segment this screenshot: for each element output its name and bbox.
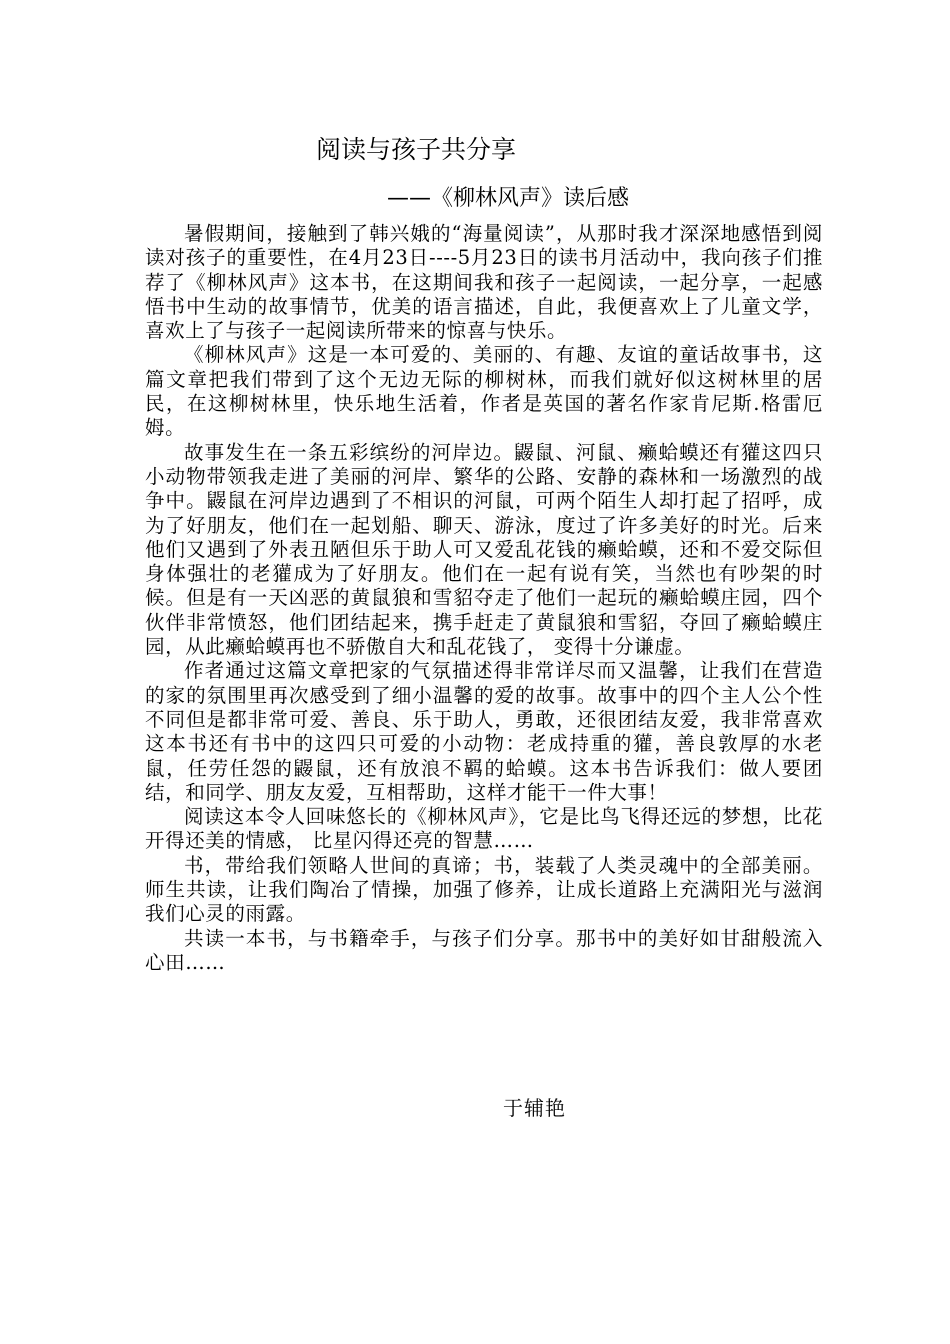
paragraph-2: 《柳林风声》这是一本可爱的、美丽的、有趣、友谊的童话故事书，这篇文章把我们带到了这个无边无际的柳树林，而我们就好似这树林里的居民，在这柳树林里，快乐地生活着，作者是英国的著名作家肯尼斯.格雷厄姆。 [145,343,823,440]
document-body [145,222,823,975]
paragraph-7: 共读一本书，与书籍牵手，与孩子们分享。那书中的美好如甘甜般流入心田…… [145,926,823,974]
paragraph-5: 阅读这本令人回味悠长的《柳林风声》，它是比鸟飞得还远的梦想，比花开得还美的情感， 比星闪得还亮的智慧…… [145,805,823,853]
document-title: 阅读与孩子共分享 [316,135,517,164]
paragraph-3: 故事发生在一条五彩缤纷的河岸边。鼹鼠、河鼠、癞蛤蟆还有獾这四只小动物带领我走进了美丽的河岸、繁华的公路、安静的森林和一场激烈的战争中。鼹鼠在河岸边遇到了不相识的河鼠，可两个陌生人却打起了招呼，成为了好朋友，他们在一起划船、聊天、游泳，度过了许多美好的时光。后来他们又遇到了外表丑陋但乐于助人可又爱乱花钱的癞蛤蟆，还和不爱交际但身体强壮的老獾成为了好朋友。他们在一起有说有笑，当然也有吵架的时候。但是有一天凶恶的黄鼠狼和雪貂夺走了他们一起玩的癞蛤蟆庄园，四个伙伴非常愤怒，他们团结起来，携手赶走了黄鼠狼和雪貂，夺回了癞蛤蟆庄园，从此癞蛤蟆再也不骄傲自大和乱花钱了， 变得十分谦虚。 [145,440,823,659]
author-name: 于辅艳 [503,1096,566,1120]
paragraph-6: 书，带给我们领略人世间的真谛；书，装载了人类灵魂中的全部美丽。师生共读，让我们陶冶了情操，加强了修养，让成长道路上充满阳光与滋润我们心灵的雨露。 [145,853,823,926]
paragraph-1: 暑假期间，接触到了韩兴娥的“海量阅读”，从那时我才深深地感悟到阅读对孩子的重要性，在4月23日----5月23日的读书月活动中，我向孩子们推荐了《柳林风声》这本书，在这期间我和孩子一起阅读，一起分享，一起感悟书中生动的故事情节，优美的语言描述，自此，我便喜欢上了儿童文学，喜欢上了与孩子一起阅读所带来的惊喜与快乐。 [145,222,823,343]
document-subtitle: ——《柳林风声》读后感 [387,186,630,211]
paragraph-4: 作者通过这篇文章把家的气氛描述得非常详尽而又温馨，让我们在营造的家的氛围里再次感受到了细小温馨的爱的故事。故事中的四个主人公个性不同但是都非常可爱、善良、乐于助人，勇敢，还很团结友爱，我非常喜欢这本书还有书中的这四只可爱的小动物：老成持重的獾，善良敦厚的水老鼠，任劳任怨的鼹鼠，还有放浪不羁的蛤蟆。这本书告诉我们：做人要团结，和同学、朋友友爱，互相帮助，这样才能干一件大事！ [145,659,823,804]
